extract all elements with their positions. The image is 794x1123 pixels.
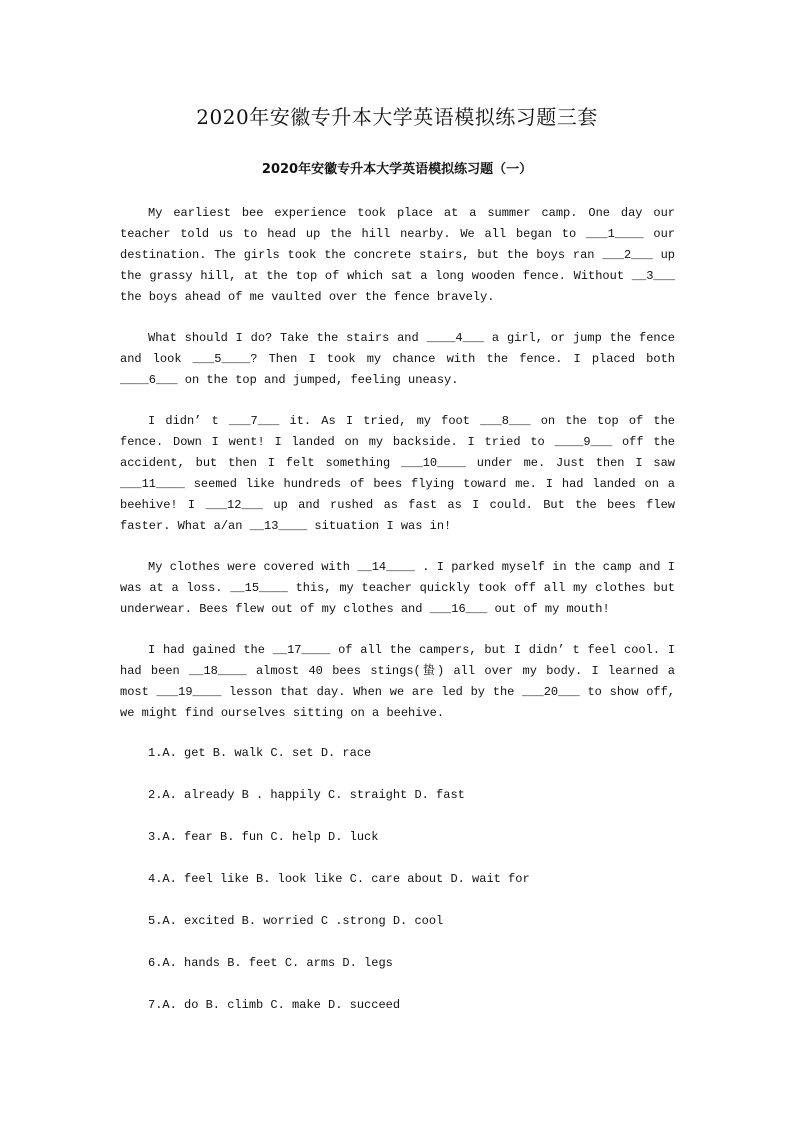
passage-paragraph-4: My clothes were covered with __14____ . I parked myself in the camp and I was at a loss. __15____ this, my teacher quickly took off all my clothes but underwear. Bees flew out of my clothes and ___16___ out of my mouth! xyxy=(120,560,675,616)
passage-paragraph-2: What should I do? Take the stairs and ____4___ a girl, or jump the fence and look ___5____? Then I took my chance with the fence. I placed both ____6___ on the top and jumped, feeling uneasy. xyxy=(120,331,675,387)
answer-option-7: 7.A. do B. climb C. make D. succeed xyxy=(148,998,401,1012)
passage-paragraph-5: I had gained the __17____ of all the campers, but I didn’ t feel cool. I had been __18____ almost 40 bees stings(蛰) all over my body. I learned a most ___19____ lesson that day. When we are led by the ___20___ to show off, we might find ourselves sitting on a beehive. xyxy=(120,643,675,720)
answer-option-1: 1.A. get B. walk C. set D. race xyxy=(148,746,372,760)
document-title: 2020年安徽专升本大学英语模拟练习题三套 xyxy=(196,105,598,129)
answer-option-2: 2.A. already B . happily C. straight D. fast xyxy=(148,788,465,802)
exercise-subtitle: 2020年安徽专升本大学英语模拟练习题（一） xyxy=(261,162,533,177)
answer-option-4: 4.A. feel like B. look like C. care about D. wait for xyxy=(148,872,530,886)
answer-option-3: 3.A. fear B. fun C. help D. luck xyxy=(148,830,379,844)
answer-option-5: 5.A. excited B. worried C .strong D. cool xyxy=(148,914,444,928)
document-body xyxy=(120,203,675,1037)
answer-option-6: 6.A. hands B. feet C. arms D. legs xyxy=(148,956,393,970)
passage-paragraph-1: My earliest bee experience took place at a summer camp. One day our teacher told us to head up the hill nearby. We all began to ___1____ our destination. The girls took the concrete stairs, but the boys ran ___2___ up the grassy hill, at the top of which sat a long wooden fence. Without __3___ the boys ahead of me vaulted over the fence bravely. xyxy=(120,206,675,304)
passage-paragraph-3: I didn’ t ___7___ it. As I tried, my foot ___8___ on the top of the fence. Down I went! I landed on my backside. I tried to ____9___ off the accident, but then I felt something ___10____ under me. Just then I saw ___11____ seemed like hundreds of bees flying toward me. I had landed on a beehive! I ___12___ up and rushed as fast as I could. But the bees flew faster. What a/an __13____ situation I was in! xyxy=(120,414,675,533)
